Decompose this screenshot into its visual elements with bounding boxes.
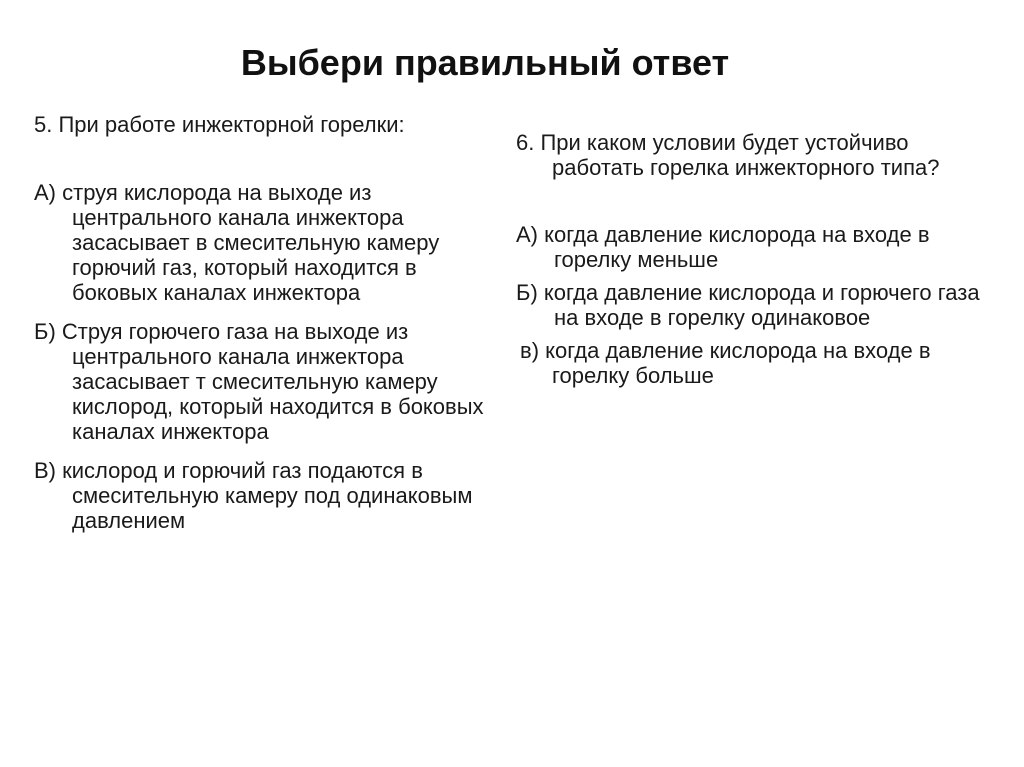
question-5-block [34,112,484,533]
question-6-option-b: Б) когда давление кислорода и горючего газа на входе в горелку одинаковое [516,280,980,330]
question-6-block [516,130,986,388]
question-5-option-b: Б) Струя горючего газа на выходе из центрального канала инжектора засасывает т смесительную камеру кислород, который находится в боковых каналах инжектора [34,319,484,444]
question-5-option-c: В) кислород и горючий газ подаются в смесительную камеру под одинаковым давлением [34,458,473,533]
question-6-option-c: в) когда давление кислорода на входе в горелку больше [520,338,931,388]
slide-title: Выбери правильный ответ [240,42,730,83]
question-5-option-a: А) струя кислорода на выходе из центрального канала инжектора засасывает в смесительную камеру горючий газ, который находится в боковых каналах инжектора [34,180,440,305]
question-6-option-a: А) когда давление кислорода на входе в горелку меньше [516,222,930,272]
question-5-text: 5. При работе инжекторной горелки: [34,112,405,137]
question-6-text: 6. При каком условии будет устойчиво работать горелка инжекторного типа? [516,130,940,180]
